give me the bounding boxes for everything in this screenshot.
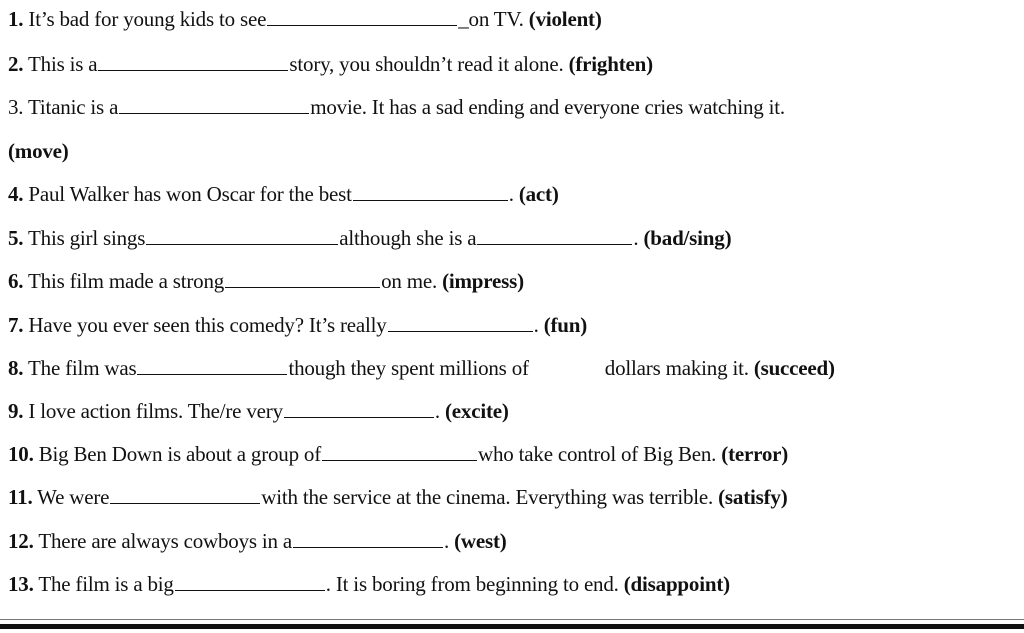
exercise-item-12 bbox=[8, 528, 1014, 554]
answer-blank[interactable] bbox=[293, 529, 443, 548]
item-text-start: The film was bbox=[23, 356, 137, 380]
item-text-start: Big Ben Down is about a group of bbox=[33, 442, 322, 466]
answer-blank[interactable] bbox=[284, 399, 434, 418]
answer-blank[interactable] bbox=[388, 313, 533, 332]
answer-blank[interactable] bbox=[98, 52, 288, 71]
item-text-start: This film made a strong bbox=[23, 269, 225, 293]
item-text-end: dollars making it. bbox=[604, 356, 754, 380]
item-text-start: Paul Walker has won Oscar for the best bbox=[23, 182, 352, 206]
exercise-item-13 bbox=[8, 571, 1014, 597]
exercise-item-6 bbox=[8, 268, 1014, 294]
answer-blank[interactable] bbox=[353, 182, 508, 201]
item-number: 7. bbox=[8, 313, 24, 337]
item-number: 5. bbox=[8, 226, 24, 250]
item-text-end: . bbox=[533, 313, 544, 337]
word-hint: (violent) bbox=[528, 7, 602, 31]
word-hint: (act) bbox=[518, 182, 559, 206]
answer-blank[interactable] bbox=[477, 226, 632, 245]
item-text-end: with the service at the cinema. Everything was terrible. bbox=[261, 485, 719, 509]
answer-blank[interactable] bbox=[146, 226, 338, 245]
item-text-end: story, you shouldn’t read it alone. bbox=[289, 52, 569, 76]
item-text-end: . bbox=[633, 226, 644, 250]
word-hint: (satisfy) bbox=[718, 485, 788, 509]
exercise-item-5 bbox=[8, 225, 1014, 251]
item-number: 2. bbox=[8, 52, 24, 76]
exercise-item-4 bbox=[8, 181, 1014, 207]
item-text-end: on me. bbox=[381, 269, 443, 293]
item-text-start: This girl sings bbox=[23, 226, 146, 250]
item-number: 4. bbox=[8, 182, 24, 206]
item-text-end: _on TV. bbox=[458, 7, 529, 31]
item-text-end: . bbox=[444, 529, 455, 553]
item-number: 1. bbox=[8, 7, 24, 31]
bottom-divider bbox=[0, 624, 1024, 629]
item-number: 12. bbox=[8, 529, 34, 553]
item-text-start: It’s bad for young kids to see bbox=[23, 7, 267, 31]
answer-blank[interactable] bbox=[225, 269, 380, 288]
item-text-start: This is a bbox=[23, 52, 98, 76]
word-hint: (fun) bbox=[543, 313, 588, 337]
exercise-item-9 bbox=[8, 398, 1014, 424]
answer-blank[interactable] bbox=[267, 7, 457, 26]
item-text-start: There are always cowboys in a bbox=[33, 529, 293, 553]
answer-blank[interactable] bbox=[175, 572, 325, 591]
answer-blank[interactable] bbox=[322, 442, 477, 461]
word-hint: (move) bbox=[8, 139, 69, 163]
exercise-item-3-hint bbox=[8, 138, 1014, 164]
word-hint: (west) bbox=[454, 529, 507, 553]
item-text-end: who take control of Big Ben. bbox=[478, 442, 722, 466]
exercise-item-2 bbox=[8, 51, 1014, 77]
item-text-middle: though they spent millions of bbox=[288, 356, 529, 380]
item-text-end: . It is boring from beginning to end. bbox=[325, 572, 624, 596]
word-hint: (frighten) bbox=[568, 52, 653, 76]
item-number: 3. bbox=[8, 95, 24, 119]
item-number: 13. bbox=[8, 572, 34, 596]
exercise-item-11 bbox=[8, 484, 1014, 510]
item-number: 10. bbox=[8, 442, 34, 466]
exercise-item-1 bbox=[8, 6, 1014, 32]
word-hint: (disappoint) bbox=[623, 572, 730, 596]
exercise-item-7 bbox=[8, 312, 1014, 338]
item-number: 11. bbox=[8, 485, 33, 509]
word-hint: (excite) bbox=[444, 399, 509, 423]
item-text-end: . bbox=[434, 399, 445, 423]
item-text-start: Have you ever seen this comedy? It’s really bbox=[23, 313, 387, 337]
exercise-item-8 bbox=[8, 355, 1014, 381]
word-hint: (bad/sing) bbox=[643, 226, 732, 250]
item-number: 8. bbox=[8, 356, 24, 380]
item-text-start: Titanic is a bbox=[23, 95, 119, 119]
answer-blank[interactable] bbox=[110, 485, 260, 504]
item-number: 6. bbox=[8, 269, 24, 293]
item-text-start: The film is a big bbox=[33, 572, 174, 596]
item-text-start: We were bbox=[32, 485, 110, 509]
exercise-item-3 bbox=[8, 94, 1014, 120]
item-text-end: . bbox=[508, 182, 519, 206]
word-hint: (terror) bbox=[721, 442, 789, 466]
item-text-start: I love action films. The/re very bbox=[23, 399, 283, 423]
word-hint: (succeed) bbox=[753, 356, 835, 380]
item-text-middle: although she is a bbox=[339, 226, 477, 250]
word-hint: (impress) bbox=[442, 269, 524, 293]
item-text-end: movie. It has a sad ending and everyone cries watching it. bbox=[310, 95, 785, 119]
answer-blank[interactable] bbox=[119, 95, 309, 114]
answer-blank[interactable] bbox=[137, 356, 287, 375]
bottom-divider-thin bbox=[0, 619, 1024, 620]
item-number: 9. bbox=[8, 399, 24, 423]
exercise-item-10 bbox=[8, 441, 1014, 467]
